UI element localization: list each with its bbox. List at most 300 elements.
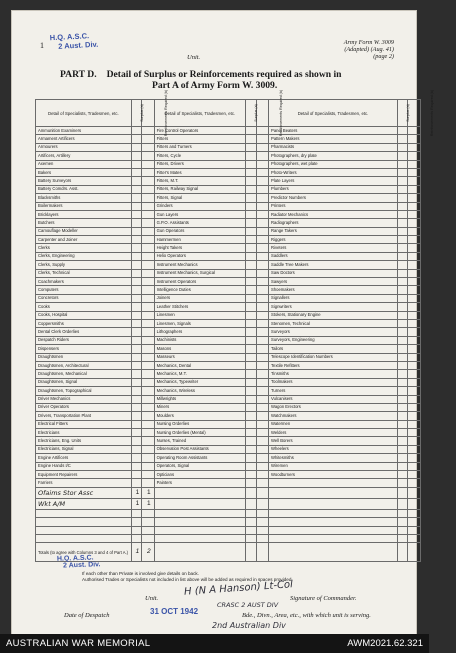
blank-cell <box>142 534 154 542</box>
surplus-cell <box>398 143 408 151</box>
reinforcement-cell <box>142 168 154 176</box>
trade-cell: Instrument Mechanics <box>154 261 246 269</box>
surplus-cell <box>246 278 256 286</box>
blank-cell <box>269 526 398 534</box>
surplus-cell <box>246 303 256 311</box>
trade-cell: Nursing Orderlies <box>154 420 246 428</box>
surplus-cell <box>398 437 408 445</box>
reinforcement-cell <box>256 185 268 193</box>
trade-cell: Wheelers <box>269 445 398 453</box>
blank-cell <box>408 543 421 562</box>
trade-cell: Tinsmiths <box>269 370 398 378</box>
unit-label-top: Unit. <box>187 54 201 61</box>
corner-mark: 1 <box>40 41 44 50</box>
trade-cell: Concretors <box>36 294 132 302</box>
reinforcement-cell <box>142 252 154 260</box>
reinforcement-cell <box>256 479 268 487</box>
trade-cell: Draughtsmen, Signal <box>36 378 132 386</box>
reinforcement-cell <box>142 294 154 302</box>
surplus-cell <box>398 429 408 437</box>
blank-cell <box>246 518 256 526</box>
surplus-cell <box>398 353 408 361</box>
blank-cell <box>36 509 132 517</box>
reinforcement-cell <box>408 278 421 286</box>
trade-cell: Welders <box>269 429 398 437</box>
surplus-cell <box>131 403 141 411</box>
trade-cell: Battery Comdrs. Asst. <box>36 185 132 193</box>
reinforcement-cell <box>142 370 154 378</box>
trade-cell: Tailors <box>269 345 398 353</box>
reinforcement-cell <box>142 445 154 453</box>
reinforcement-cell <box>256 328 268 336</box>
reinforcement-cell <box>142 319 154 327</box>
trade-cell: Stokers, Stationary Engine <box>269 311 398 319</box>
surplus-cell <box>246 210 256 218</box>
surplus-cell <box>246 378 256 386</box>
blank-cell <box>246 487 256 498</box>
trade-cell: Toolmakers <box>269 378 398 386</box>
trade-cell: Printers <box>269 202 398 210</box>
reinforcement-cell <box>408 252 421 260</box>
reinforcement-cell <box>408 269 421 277</box>
surplus-cell <box>131 202 141 210</box>
surplus-cell <box>398 261 408 269</box>
surplus-cell <box>131 261 141 269</box>
surplus-cell <box>246 143 256 151</box>
reinforcement-cell <box>256 336 268 344</box>
reinforcement-cell <box>256 412 268 420</box>
surplus-cell <box>398 471 408 479</box>
archive-name: AUSTRALIAN WAR MEMORIAL <box>6 638 151 649</box>
surplus-cell <box>131 177 141 185</box>
trade-cell: Artificers, Artillery <box>36 152 132 160</box>
trade-cell: Camouflage Modeller <box>36 227 132 235</box>
reinforcement-cell <box>256 462 268 470</box>
trade-cell: Fitter's Mates <box>154 168 246 176</box>
trade-cell: Photo-Writers <box>269 168 398 176</box>
reinforcement-cell <box>142 278 154 286</box>
surplus-cell <box>131 479 141 487</box>
reinforcement-cell <box>256 236 268 244</box>
blank-cell <box>269 509 398 517</box>
table-row <box>36 328 421 336</box>
blank-cell <box>154 498 246 509</box>
trade-cell: Fire Control Operators <box>154 127 246 135</box>
trade-cell: Machinists <box>154 336 246 344</box>
table-row <box>36 143 421 151</box>
blank-cell <box>246 543 256 562</box>
reinforcement-cell <box>408 168 421 176</box>
reinforcement-cell <box>142 378 154 386</box>
trade-cell: Pharmacists <box>269 143 398 151</box>
trade-cell: Pattern Makers <box>269 135 398 143</box>
reinforcement-cell <box>256 261 268 269</box>
reinforcement-cell <box>256 429 268 437</box>
trade-cell: Surveyors, Engineering <box>269 336 398 344</box>
reinforcement-cell <box>256 471 268 479</box>
handwritten-trade: Wkt A/M <box>36 498 132 509</box>
surplus-cell <box>131 420 141 428</box>
reinforcement-cell <box>408 328 421 336</box>
trade-cell: Stenomen, Technical <box>269 319 398 327</box>
trade-cell: Mechanics, M.T. <box>154 370 246 378</box>
reinforcement-cell <box>142 135 154 143</box>
trade-cell: Plumbers <box>269 185 398 193</box>
trade-cell: Drivers, Transportation Plant <box>36 412 132 420</box>
reinforcement-cell <box>408 395 421 403</box>
surplus-cell <box>398 454 408 462</box>
reinforcement-cell <box>142 303 154 311</box>
date-of-despatch-label: Date of Despatch <box>64 612 110 619</box>
table-row <box>36 462 421 470</box>
table-row <box>36 185 421 193</box>
blank-cell <box>256 526 268 534</box>
surplus-cell <box>131 395 141 403</box>
trade-cell: Turners <box>269 387 398 395</box>
date-stamp: 31 OCT 1942 <box>150 607 199 616</box>
reinforcement-cell <box>142 210 154 218</box>
trade-cell: Engine Artificers <box>36 454 132 462</box>
handwritten-surplus: 1 <box>131 498 141 509</box>
blank-cell <box>246 526 256 534</box>
reinforcement-cell <box>408 227 421 235</box>
surplus-cell <box>131 345 141 353</box>
reinforcement-cell <box>408 403 421 411</box>
blank-cell <box>246 498 256 509</box>
reinforcement-cell <box>256 127 268 135</box>
trade-cell: Clerks, Technical <box>36 269 132 277</box>
trade-cell: Observation Post Assistants <box>154 445 246 453</box>
blank-row <box>36 526 421 534</box>
reinforcement-cell <box>408 353 421 361</box>
reinforcement-cell <box>142 420 154 428</box>
surplus-cell <box>246 261 256 269</box>
reinforcement-cell <box>256 420 268 428</box>
reinforcement-cell <box>256 202 268 210</box>
blank-cell <box>131 526 141 534</box>
surplus-cell <box>398 210 408 218</box>
totals-reinforcements: 2 <box>142 543 154 562</box>
surplus-cell <box>398 479 408 487</box>
trade-cell: Saddle Tree Makers <box>269 261 398 269</box>
reinforcement-cell <box>142 336 154 344</box>
reinforcement-cell <box>408 345 421 353</box>
surplus-cell <box>246 135 256 143</box>
surplus-cell <box>398 336 408 344</box>
reinforcement-cell <box>408 471 421 479</box>
reinforcement-cell <box>256 437 268 445</box>
reinforcement-cell <box>408 210 421 218</box>
trade-cell: Bakers <box>36 168 132 176</box>
surplus-cell <box>398 445 408 453</box>
reinforcement-cell <box>408 479 421 487</box>
reinforcement-cell <box>256 210 268 218</box>
trade-cell: Axemen <box>36 160 132 168</box>
trade-cell: Cooks <box>36 303 132 311</box>
col-header-detail: Detail of Specialists, Tradesmen, etc. <box>154 100 246 127</box>
reinforcement-cell <box>408 286 421 294</box>
surplus-cell <box>246 403 256 411</box>
reinforcement-cell <box>408 194 421 202</box>
surplus-cell <box>398 244 408 252</box>
surplus-cell <box>398 227 408 235</box>
col-header-reinforcements: Reinforcements Required (b) <box>256 100 268 127</box>
trade-cell: Draughtsmen, Mechanical <box>36 370 132 378</box>
brigade-label: Bde., Divn., Area, etc., with which unit is serving. <box>242 612 371 619</box>
table-row <box>36 278 421 286</box>
surplus-cell <box>398 177 408 185</box>
blank-cell <box>256 509 268 517</box>
reinforcement-cell <box>408 378 421 386</box>
col-header-surplus: Surplus (a) <box>246 100 256 127</box>
trade-cell: Predictor Numbers <box>269 194 398 202</box>
archive-reference: AWM2021.62.321 <box>347 638 423 649</box>
trade-cell: Engine Hands I/C <box>36 462 132 470</box>
reinforcement-cell <box>256 269 268 277</box>
reinforcement-cell <box>408 445 421 453</box>
trade-cell: Surveyors <box>269 328 398 336</box>
surplus-cell <box>398 194 408 202</box>
surplus-cell <box>131 143 141 151</box>
surplus-cell <box>246 202 256 210</box>
table-row <box>36 403 421 411</box>
blank-cell <box>256 487 268 498</box>
blank-cell <box>154 543 246 562</box>
reinforcement-cell <box>256 370 268 378</box>
trade-cell: Whitesmiths <box>269 454 398 462</box>
surplus-cell <box>398 278 408 286</box>
trade-cell: Blacksmiths <box>36 194 132 202</box>
unit-stamp-top: H.Q. A.S.C. 2 Aust. Div. <box>49 31 99 51</box>
trade-cell: Photographers, dry plate <box>269 152 398 160</box>
trade-cell: Clerks, Supply <box>36 261 132 269</box>
reinforcement-cell <box>142 328 154 336</box>
surplus-cell <box>398 311 408 319</box>
table-row <box>36 252 421 260</box>
trade-cell: Fitters, Railway Signal <box>154 185 246 193</box>
reinforcement-cell <box>408 135 421 143</box>
table-row <box>36 261 421 269</box>
col-header-detail: Detail of Specialists, Tradesmen, etc. <box>36 100 132 127</box>
blank-cell <box>36 534 132 542</box>
reinforcement-cell <box>408 152 421 160</box>
surplus-cell <box>131 152 141 160</box>
blank-cell <box>256 534 268 542</box>
reinforcement-cell <box>142 127 154 135</box>
trade-cell: Clerks, Engineering <box>36 252 132 260</box>
surplus-cell <box>246 420 256 428</box>
blank-cell <box>154 487 246 498</box>
trade-cell: Computers <box>36 286 132 294</box>
handwritten-unit: CRASC 2 AUST DIV <box>217 601 279 609</box>
surplus-cell <box>131 311 141 319</box>
surplus-cell <box>398 269 408 277</box>
table-row <box>36 319 421 327</box>
table-row <box>36 420 421 428</box>
trade-cell: Mechanics, Typewriter <box>154 378 246 386</box>
reinforcement-cell <box>142 185 154 193</box>
reinforcement-cell <box>408 370 421 378</box>
surplus-cell <box>398 286 408 294</box>
surplus-cell <box>398 252 408 260</box>
table-row <box>36 387 421 395</box>
surplus-cell <box>398 387 408 395</box>
surplus-cell <box>131 294 141 302</box>
blank-cell <box>36 518 132 526</box>
table-row <box>36 219 421 227</box>
reinforcement-cell <box>142 236 154 244</box>
table-row <box>36 454 421 462</box>
table-row <box>36 269 421 277</box>
trade-cell: Electricians, Eng. Units <box>36 437 132 445</box>
trade-cell: Electrical Fitters <box>36 420 132 428</box>
surplus-cell <box>246 219 256 227</box>
trade-cell: Farriers <box>36 479 132 487</box>
col-header-reinforcements: Reinforcements Required (b) <box>142 100 154 127</box>
trades-table <box>35 89 435 562</box>
trade-cell: Masseurs <box>154 353 246 361</box>
trade-cell: Butchers <box>36 219 132 227</box>
trade-cell: Shoemakers <box>269 286 398 294</box>
trade-cell: Well Borers <box>269 437 398 445</box>
surplus-cell <box>131 244 141 252</box>
surplus-cell <box>246 479 256 487</box>
trade-cell: Dental Clerk Orderlies <box>36 328 132 336</box>
trade-cell: Miners <box>154 403 246 411</box>
trade-cell: Hammermen <box>154 236 246 244</box>
reinforcement-cell <box>142 462 154 470</box>
reinforcement-cell <box>142 353 154 361</box>
surplus-cell <box>246 236 256 244</box>
reinforcement-cell <box>256 227 268 235</box>
footnote: If each other than Private is involved give details on back. Authorised Trades or Specialists not included in list above will be added as required in spaces provided. <box>82 571 293 582</box>
reinforcement-cell <box>142 412 154 420</box>
surplus-cell <box>246 328 256 336</box>
reinforcement-cell <box>256 294 268 302</box>
trade-cell: Clerks <box>36 244 132 252</box>
reinforcement-cell <box>142 454 154 462</box>
trade-cell: Armament Artificers <box>36 135 132 143</box>
trade-cell: Photographers, wet plate <box>269 160 398 168</box>
reinforcement-cell <box>142 202 154 210</box>
trade-cell: Telescope Identification Numbers <box>269 353 398 361</box>
reinforcement-cell <box>142 194 154 202</box>
table-row <box>36 135 421 143</box>
surplus-cell <box>131 412 141 420</box>
surplus-cell <box>398 185 408 193</box>
reinforcement-cell <box>142 244 154 252</box>
table-row <box>36 395 421 403</box>
blank-cell <box>131 534 141 542</box>
surplus-cell <box>131 303 141 311</box>
reinforcement-cell <box>256 160 268 168</box>
reinforcement-cell <box>256 286 268 294</box>
blank-cell <box>142 518 154 526</box>
surplus-cell <box>246 244 256 252</box>
surplus-cell <box>131 236 141 244</box>
handwritten-surplus: 1 <box>131 487 141 498</box>
surplus-cell <box>131 269 141 277</box>
trade-cell: Gun Operators <box>154 227 246 235</box>
reinforcement-cell <box>408 303 421 311</box>
table-row <box>36 152 421 160</box>
trade-cell: Boilermakers <box>36 202 132 210</box>
reinforcement-cell <box>142 261 154 269</box>
surplus-cell <box>398 403 408 411</box>
blank-cell <box>154 534 246 542</box>
trade-cell: Saw Doctors <box>269 269 398 277</box>
handwritten-row <box>36 487 421 498</box>
blank-cell <box>269 534 398 542</box>
reinforcement-cell <box>256 319 268 327</box>
surplus-cell <box>246 395 256 403</box>
reinforcement-cell <box>408 437 421 445</box>
trade-cell: Riggers <box>269 236 398 244</box>
reinforcement-cell <box>142 479 154 487</box>
reinforcement-cell <box>142 345 154 353</box>
surplus-cell <box>398 219 408 227</box>
trade-cell: Lithographers <box>154 328 246 336</box>
trade-cell: Carpenter and Joiner <box>36 236 132 244</box>
reinforcement-cell <box>256 152 268 160</box>
surplus-cell <box>246 319 256 327</box>
reinforcement-cell <box>408 219 421 227</box>
table-row <box>36 353 421 361</box>
trade-cell: Millwrights <box>154 395 246 403</box>
handwritten-division: 2nd Australian Div <box>212 621 286 630</box>
trade-cell: Fitters <box>154 135 246 143</box>
surplus-cell <box>131 387 141 395</box>
surplus-cell <box>246 127 256 135</box>
blank-cell <box>269 487 398 498</box>
reinforcement-cell <box>408 336 421 344</box>
trade-cell: Painters <box>154 479 246 487</box>
handwritten-row <box>36 498 421 509</box>
blank-cell <box>154 518 246 526</box>
trade-cell: Bricklayers <box>36 210 132 218</box>
blank-cell <box>256 498 268 509</box>
reinforcement-cell <box>408 261 421 269</box>
table-row <box>36 160 421 168</box>
reinforcement-cell <box>408 462 421 470</box>
table-row <box>36 168 421 176</box>
reinforcement-cell <box>142 143 154 151</box>
trade-cell: Fitters, Drivers <box>154 160 246 168</box>
trade-cell: Mechanics, Wireless <box>154 387 246 395</box>
form-title: PART D. Detail of Surplus or Reinforcements required as shown in Part A of Army Form W. 3009. <box>60 69 342 91</box>
surplus-cell <box>398 361 408 369</box>
table-row <box>36 294 421 302</box>
surplus-cell <box>398 345 408 353</box>
surplus-cell <box>131 319 141 327</box>
reinforcement-cell <box>408 185 421 193</box>
reinforcement-cell <box>142 311 154 319</box>
reinforcement-cell <box>256 454 268 462</box>
surplus-cell <box>398 152 408 160</box>
trade-cell: Armourers <box>36 143 132 151</box>
trade-cell: Coachmakers <box>36 278 132 286</box>
trade-cell: Textile Refitters <box>269 361 398 369</box>
surplus-cell <box>398 160 408 168</box>
reinforcement-cell <box>142 471 154 479</box>
trade-cell: Operating Room Assistants <box>154 454 246 462</box>
reinforcement-cell <box>142 403 154 411</box>
trade-cell: Watermen <box>269 420 398 428</box>
handwritten-signature: H (N A Hanson) Lt-Col <box>183 579 294 598</box>
trade-cell: Cooks, Hospital <box>36 311 132 319</box>
reinforcement-cell <box>408 420 421 428</box>
blank-cell <box>154 509 246 517</box>
